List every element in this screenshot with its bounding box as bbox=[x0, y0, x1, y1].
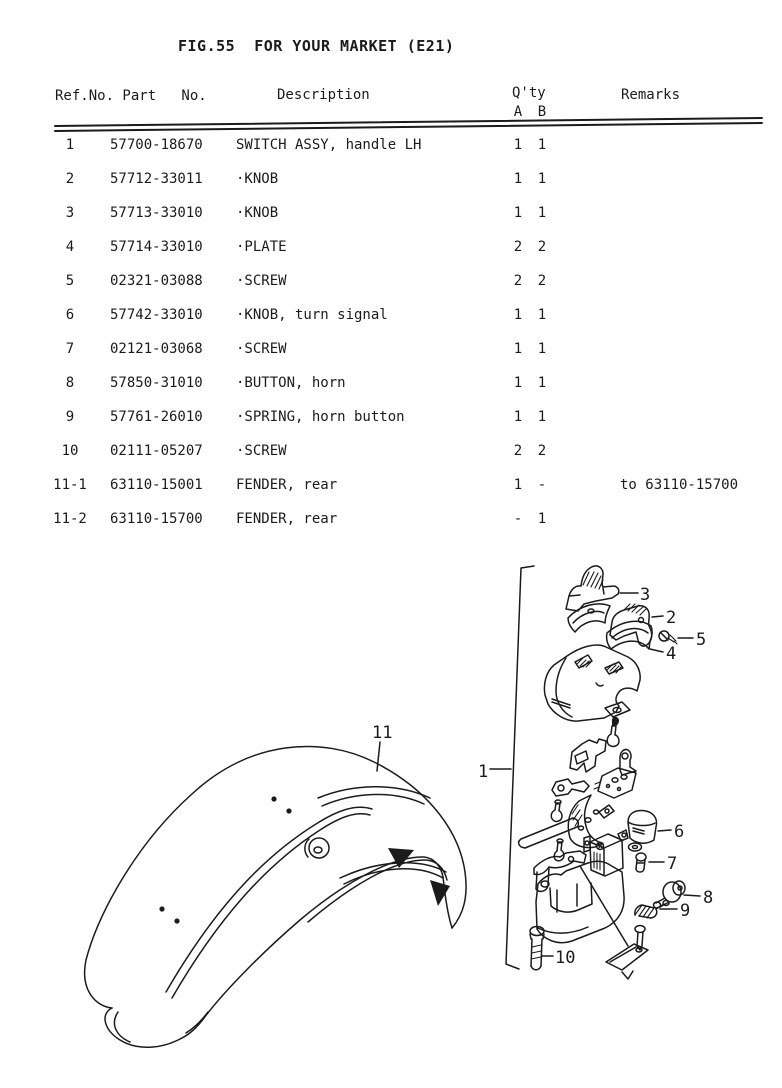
ref-no-cell: 10 bbox=[61, 443, 79, 459]
part-2-knob bbox=[610, 604, 652, 646]
clamp-bracket bbox=[534, 851, 586, 891]
ref-label-5: 5 bbox=[696, 630, 707, 650]
qty-a-cell: 1 bbox=[513, 375, 523, 391]
qty-a-cell: 1 bbox=[513, 171, 523, 187]
qty-b-cell: - bbox=[537, 477, 547, 493]
label-9 bbox=[660, 901, 690, 921]
part-no-cell: 02321-03088 bbox=[110, 273, 203, 289]
part-no-cell: 63110-15001 bbox=[110, 477, 203, 493]
switch-body bbox=[584, 830, 628, 876]
table-row bbox=[0, 273, 782, 290]
label-6 bbox=[658, 822, 684, 842]
ref-no-cell: 11-1 bbox=[53, 477, 87, 493]
description-cell: ·SCREW bbox=[236, 443, 287, 459]
ref-no-cell: 2 bbox=[65, 171, 75, 187]
label-8 bbox=[684, 888, 713, 908]
table-rule bbox=[55, 118, 762, 131]
qty-b-cell: 1 bbox=[537, 137, 547, 153]
ref-label-6: 6 bbox=[674, 822, 685, 842]
part-4-plate bbox=[607, 621, 652, 649]
qty-b-cell: 1 bbox=[537, 171, 547, 187]
description-cell: ·SPRING, horn button bbox=[236, 409, 405, 425]
mount-plate bbox=[606, 926, 648, 980]
qty-a-cell: 1 bbox=[513, 341, 523, 357]
part-no-cell: 57712-33011 bbox=[110, 171, 203, 187]
header-qty: Q'ty bbox=[512, 85, 546, 101]
ref-no-cell: 7 bbox=[65, 341, 75, 357]
shadow-wedge bbox=[430, 880, 450, 906]
switch-cover bbox=[544, 645, 640, 721]
qty-b-cell: 1 bbox=[537, 511, 547, 527]
ref-no-cell: 6 bbox=[65, 307, 75, 323]
qty-b-cell: 2 bbox=[537, 273, 547, 289]
lower-housing bbox=[536, 861, 624, 942]
part-no-cell: 57761-26010 bbox=[110, 409, 203, 425]
ref-label-7: 7 bbox=[667, 854, 678, 874]
small-pin-upper bbox=[551, 800, 562, 821]
assembly-bracket bbox=[506, 566, 534, 969]
remarks-cell: to 63110-15700 bbox=[620, 477, 739, 493]
table-row bbox=[0, 341, 782, 358]
label-4 bbox=[650, 644, 676, 664]
ref-label-8: 8 bbox=[703, 888, 714, 908]
part-6-knob bbox=[628, 810, 657, 843]
label-3 bbox=[620, 585, 650, 605]
table-row bbox=[0, 205, 782, 222]
table-row bbox=[0, 239, 782, 256]
mount-hole bbox=[305, 838, 329, 858]
qty-a-cell: - bbox=[513, 511, 523, 527]
table-row bbox=[0, 375, 782, 392]
table-row bbox=[0, 409, 782, 426]
part-no-cell: 57700-18670 bbox=[110, 137, 203, 153]
ref-label-3: 3 bbox=[640, 585, 651, 605]
assembly-axis-line bbox=[580, 866, 628, 946]
part-no-cell: 57714-33010 bbox=[110, 239, 203, 255]
qty-b-cell: 1 bbox=[537, 307, 547, 323]
part-10-screw bbox=[530, 927, 544, 970]
qty-b-cell: 1 bbox=[537, 341, 547, 357]
ref-label-2: 2 bbox=[666, 608, 677, 628]
description-cell: ·KNOB, turn signal bbox=[236, 307, 388, 323]
hinge-tab bbox=[620, 749, 636, 775]
description-cell: FENDER, rear bbox=[236, 477, 338, 493]
description-cell: SWITCH ASSY, handle LH bbox=[236, 137, 422, 153]
cover-plate bbox=[605, 702, 630, 717]
part-5-screw bbox=[659, 631, 677, 644]
ref-no-cell: 1 bbox=[65, 137, 75, 153]
qty-a-cell: 2 bbox=[513, 443, 523, 459]
description-cell: ·KNOB bbox=[236, 205, 279, 221]
part-3-knob bbox=[566, 566, 619, 611]
rotor-arc-piece bbox=[568, 795, 614, 848]
ref-no-cell: 11-2 bbox=[53, 511, 87, 527]
header-qty-a: A bbox=[513, 104, 523, 120]
ref-label-9: 9 bbox=[680, 901, 691, 921]
part-no-cell: 57742-33010 bbox=[110, 307, 203, 323]
label-5 bbox=[678, 630, 706, 650]
qty-b-cell: 2 bbox=[537, 443, 547, 459]
cover-pin bbox=[607, 717, 619, 747]
part-no-cell: 63110-15700 bbox=[110, 511, 203, 527]
ref-no-cell: 4 bbox=[65, 239, 75, 255]
label-2 bbox=[652, 608, 676, 628]
qty-a-cell: 1 bbox=[513, 409, 523, 425]
ref-label-11: 11 bbox=[372, 723, 393, 743]
small-pin-lower bbox=[554, 839, 564, 861]
ref-label-4: 4 bbox=[666, 644, 677, 664]
fender-bolt-holes bbox=[159, 796, 291, 923]
part-no-cell: 57850-31010 bbox=[110, 375, 203, 391]
part-no-cell: 02121-03068 bbox=[110, 341, 203, 357]
qty-a-cell: 1 bbox=[513, 137, 523, 153]
part-no-cell: 57713-33010 bbox=[110, 205, 203, 221]
rear-fender-drawing bbox=[85, 746, 466, 1047]
part-no-cell: 02111-05207 bbox=[110, 443, 203, 459]
header-description: Description bbox=[277, 87, 370, 103]
description-cell: ·SCREW bbox=[236, 341, 287, 357]
description-cell: ·BUTTON, horn bbox=[236, 375, 346, 391]
ref-no-cell: 3 bbox=[65, 205, 75, 221]
table-row bbox=[0, 307, 782, 324]
qty-b-cell: 1 bbox=[537, 375, 547, 391]
description-cell: ·KNOB bbox=[236, 171, 279, 187]
table-row bbox=[0, 171, 782, 188]
label-7 bbox=[649, 854, 677, 874]
table-row bbox=[0, 443, 782, 460]
qty-a-cell: 1 bbox=[513, 477, 523, 493]
qty-a-cell: 1 bbox=[513, 307, 523, 323]
plate-under-knob-3 bbox=[568, 604, 610, 632]
part-7-screw bbox=[636, 853, 646, 872]
ref-no-cell: 8 bbox=[65, 375, 75, 391]
figure-title: FIG.55 FOR YOUR MARKET (E21) bbox=[178, 37, 455, 55]
ref-label-1: 1 bbox=[478, 762, 489, 782]
label-1 bbox=[478, 762, 511, 782]
ref-label-10: 10 bbox=[555, 948, 576, 968]
header-qty-b: B bbox=[537, 104, 547, 120]
flat-bracket bbox=[552, 779, 589, 796]
qty-a-cell: 2 bbox=[513, 239, 523, 255]
label-10 bbox=[542, 948, 575, 968]
qty-b-cell: 1 bbox=[537, 409, 547, 425]
part-8-horn-button bbox=[654, 881, 686, 908]
bracket-with-window bbox=[570, 739, 606, 772]
qty-a-cell: 1 bbox=[513, 205, 523, 221]
washer bbox=[629, 843, 642, 851]
description-cell: FENDER, rear bbox=[236, 511, 338, 527]
part-9-spring bbox=[635, 901, 669, 919]
qty-b-cell: 2 bbox=[537, 239, 547, 255]
description-cell: ·SCREW bbox=[236, 273, 287, 289]
push-rod bbox=[519, 818, 579, 848]
qty-b-cell: 1 bbox=[537, 205, 547, 221]
table-row bbox=[0, 477, 782, 494]
table-row bbox=[0, 137, 782, 154]
contact-plate bbox=[594, 768, 636, 798]
ref-no-cell: 9 bbox=[65, 409, 75, 425]
qty-a-cell: 2 bbox=[513, 273, 523, 289]
description-cell: ·PLATE bbox=[236, 239, 287, 255]
header-ref-part-no: Ref.No. Part No. bbox=[55, 88, 207, 104]
table-row bbox=[0, 511, 782, 528]
ref-no-cell: 5 bbox=[65, 273, 75, 289]
label-11 bbox=[372, 723, 392, 771]
header-remarks: Remarks bbox=[621, 87, 681, 103]
shadow-wedge bbox=[388, 848, 414, 868]
